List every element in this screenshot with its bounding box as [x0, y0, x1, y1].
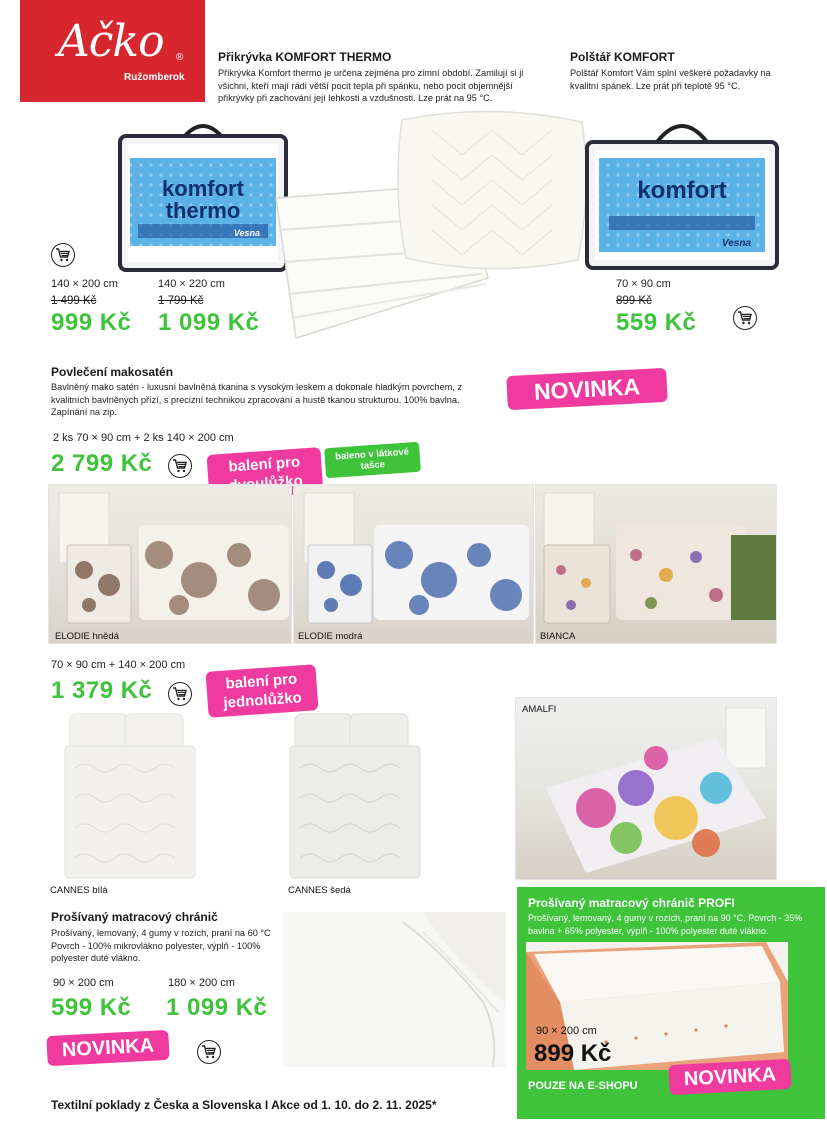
brand-city: Ružomberok: [124, 72, 185, 83]
photo-amalfi: [515, 697, 777, 880]
photo-elodie-brown-label: ELODIE hnědá: [55, 631, 119, 642]
protector-profi-description: Prošívaný, lemovaný, 4 gumy v rozích, praní na 90 °C. Povrch - 35% bavlna + 65% polyester, výplň - 100% polyester duté vlákno.: [528, 913, 803, 936]
komfort-pillow-price: 559 Kč: [616, 309, 697, 336]
photo-bianca: [535, 484, 777, 644]
brand-name: Ačko: [58, 16, 164, 67]
makosaten-double-size: 2 ks 70 × 90 cm + 2 ks 140 × 200 cm: [53, 432, 234, 444]
photo-cannes-grey-label: CANNES šedá: [288, 885, 351, 896]
makosaten-single-price: 1 379 Kč: [51, 677, 153, 704]
komfort-pillow-old-price: 899 Kč: [616, 295, 652, 307]
photo-cannes-white: [50, 708, 215, 898]
protector-description: Prošívaný, lemovaný, 4 gumy v rozích, praní na 60 °C Povrch - 100% mikrovlákno polyester, výplň - 100% polyester duté vlákno.: [51, 928, 271, 963]
protector-profi-eshop-only: POUZE NA E-SHOPU: [528, 1080, 638, 1092]
photo-elodie-blue: [293, 484, 534, 644]
komfort-pillow-description: Polštář Komfort Vám splní veškeré požadavky na kvalitní spánek. Lze prát při teplotě 95 °C.: [570, 68, 771, 91]
komfort-thermo-old-price-1: 1 499 Kč: [51, 295, 97, 307]
komfort-thermo-bag-image: [118, 112, 288, 272]
add-to-cart-protector[interactable]: [197, 1040, 221, 1064]
protector-title: Prošívaný matracový chránič: [51, 910, 218, 924]
add-to-cart-komfort-pillow[interactable]: [733, 306, 757, 330]
makosaten-double-price: 2 799 Kč: [51, 450, 153, 477]
komfort-thermo-size-1: 140 × 200 cm: [51, 278, 118, 290]
komfort-thermo-title: Přikrývka KOMFORT THERMO: [218, 50, 392, 64]
shopping-cart-icon: [172, 686, 188, 702]
komfort-pillow-bag-brand: Vesna: [721, 238, 751, 249]
shopping-cart-icon: [201, 1044, 217, 1060]
protector-size-2: 180 × 200 cm: [168, 977, 235, 989]
komfort-thermo-bag-brand: Vesna: [233, 228, 260, 238]
makosaten-single-size: 70 × 90 cm + 140 × 200 cm: [51, 659, 186, 671]
komfort-pillow-image: [392, 100, 592, 280]
double-bed-package-sticker: balení pro: [207, 447, 324, 501]
photo-bianca-label: BIANCA: [540, 631, 576, 642]
brand-logo[interactable]: [20, 0, 205, 102]
komfort-thermo-price-2: 1 099 Kč: [158, 309, 260, 336]
fabric-bag-sticker: baleno v látkové tašce: [324, 442, 421, 479]
photo-cannes-grey: [280, 708, 440, 898]
photo-amalfi-label: AMALFI: [522, 704, 557, 715]
shopping-cart-icon: [55, 247, 71, 263]
protector-profi-novinka-badge: NOVINKA: [668, 1059, 791, 1095]
protector-profi-title: Prošívaný matracový chránič PROFI: [528, 896, 735, 910]
photo-elodie-brown: [48, 484, 292, 644]
add-to-cart-makosaten-double[interactable]: [168, 454, 192, 478]
komfort-pillow-title: Polštář KOMFORT: [570, 50, 675, 64]
protector-profi-panel: [517, 887, 825, 1119]
komfort-pillow-size: 70 × 90 cm: [616, 278, 671, 290]
protector-size-1: 90 × 200 cm: [53, 977, 114, 989]
photo-elodie-blue-label: ELODIE modrá: [298, 631, 363, 642]
protector-image: [283, 912, 506, 1067]
komfort-thermo-description: Přikrývka Komfort thermo je určena zejména pro zimní období. Zamilují si ji všichni, kteří mají rádi větší pocit tepla při spánku, nebo pocit objemnější přikrývky při zachování její lehkosti a vzdušnosti. Lze prát na 95 °C.: [218, 68, 524, 103]
komfort-thermo-size-2: 140 × 220 cm: [158, 278, 225, 290]
komfort-thermo-bag-title-2: thermo: [165, 198, 241, 223]
single-bed-package-sticker: balení pro jednolůžko: [206, 664, 319, 718]
komfort-pillow-bag-title: komfort: [637, 177, 727, 204]
protector-novinka-badge: NOVINKA: [46, 1030, 169, 1066]
shopping-cart-icon: [737, 310, 753, 326]
protector-price-1: 599 Kč: [51, 994, 132, 1021]
add-to-cart-makosaten-single[interactable]: [168, 682, 192, 706]
protector-price-2: 1 099 Kč: [166, 994, 268, 1021]
photo-cannes-white-label: CANNES bílá: [50, 885, 108, 896]
makosaten-title: Povlečení makosatén: [51, 365, 174, 379]
add-to-cart-komfort-thermo[interactable]: [51, 243, 75, 267]
makosaten-novinka-badge: NOVINKA: [506, 368, 668, 410]
komfort-thermo-old-price-2: 1 799 Kč: [158, 295, 204, 307]
komfort-thermo-price-1: 999 Kč: [51, 309, 132, 336]
protector-profi-size: 90 × 200 cm: [536, 1025, 597, 1037]
protector-profi-price: 899 Kč: [534, 1040, 612, 1067]
footer-promo-text: Textilní poklady z Česka a Slovenska I Akce od 1. 10. do 2. 11. 2025*: [51, 1098, 437, 1112]
makosaten-description: Bavlněný mako satén - luxusní bavlněná tkanina s vysokým leskem a dokonale hladkým povrchem, z kvalitních bavlněných přízí, s precizní technikou zpracování a hustě tkanou strukturou. 100% bavlna. Zapínání na zip.: [51, 382, 463, 417]
komfort-thermo-bag-title-1: komfort: [162, 176, 244, 201]
brand-registered-mark: ®: [176, 52, 184, 63]
shopping-cart-icon: [172, 458, 188, 474]
komfort-pillow-bag-image: [585, 112, 780, 272]
